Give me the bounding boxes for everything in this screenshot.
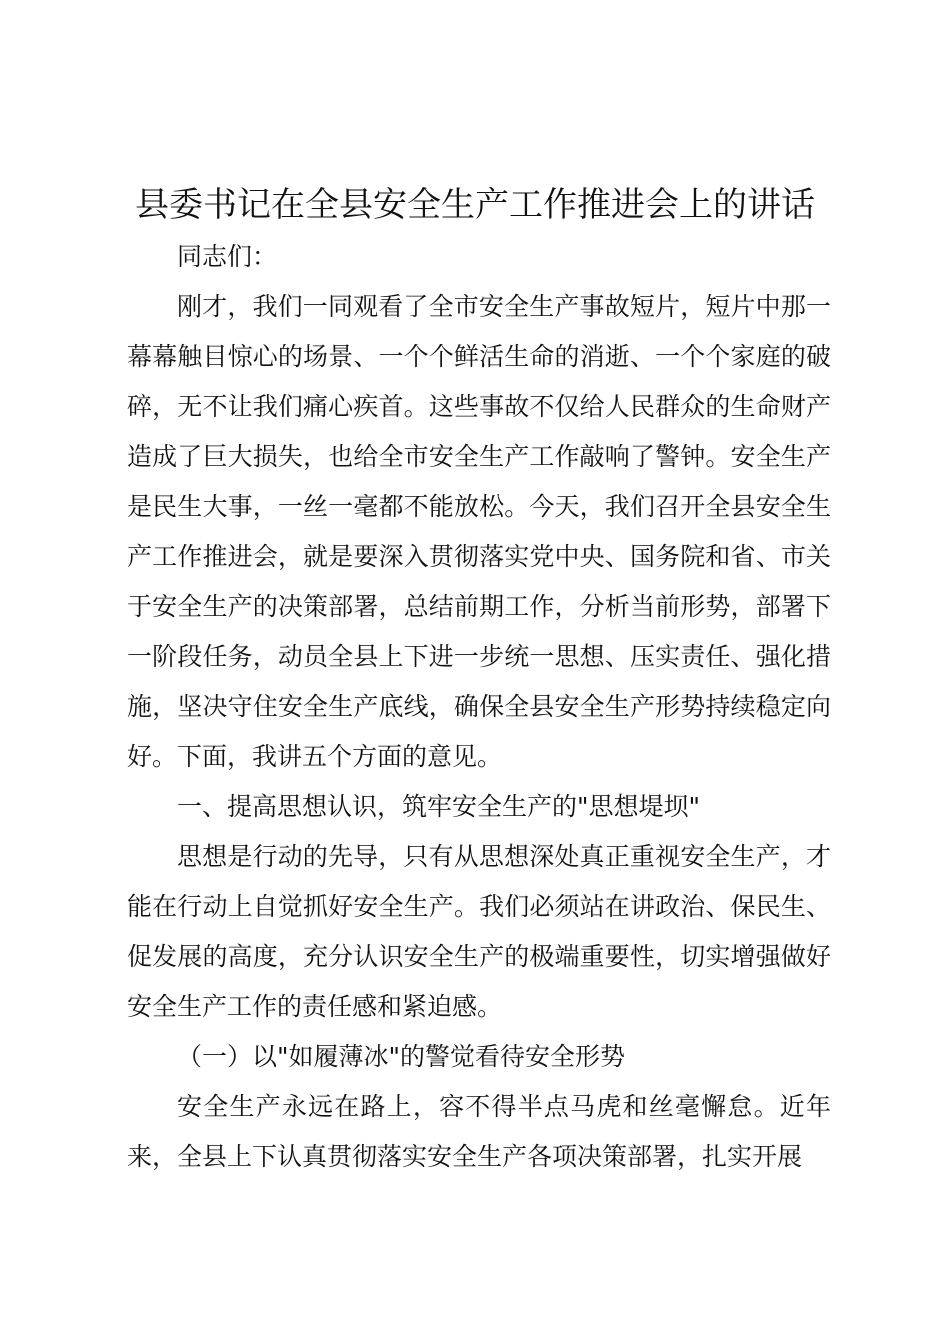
paragraph-intro: 刚才，我们一同观看了全市安全生产事故短片，短片中那一幕幕触目惊心的场景、一个个鲜活生命的消逝、一个个家庭的破碎，无不让我们痛心疾首。这些事故不仅给人民群众的生命财产造成了巨大损失，也给全市安全生产工作敲响了警钟。安全生产是民生大事，一丝一毫都不能放松。今天，我们召开全县安全生产工作推进会，就是要深入贯彻落实党中央、国务院和省、市关于安全生产的决策部署，总结前期工作，分析当前形势，部署下一阶段任务，动员全县上下进一步统一思想、压实责任、强化措施，坚决守住安全生产底线，确保全县安全生产形势持续稳定向好。下面，我讲五个方面的意见。 bbox=[127, 292, 831, 771]
section-heading-1: 一、提高思想认识，筑牢安全生产的"思想堤坝" bbox=[177, 792, 700, 821]
subsection-heading-1: （一）以"如履薄冰"的警觉看待安全形势 bbox=[177, 1042, 625, 1071]
document-title: 县委书记在全县安全生产工作推进会上的讲话 bbox=[135, 185, 815, 225]
document-body bbox=[127, 232, 831, 1182]
paragraph-subsection-1: 安全生产永远在路上，容不得半点马虎和丝毫懈怠。近年来，全县上下认真贯彻落实安全生产各项决策部署，扎实开展 bbox=[127, 1092, 831, 1171]
salutation: 同志们： bbox=[177, 242, 278, 271]
paragraph-section-1: 思想是行动的先导，只有从思想深处真正重视安全生产，才能在行动上自觉抓好安全生产。我们必须站在讲政治、保民生、促发展的高度，充分认识安全生产的极端重要性，切实增强做好安全生产工作的责任感和紧迫感。 bbox=[127, 842, 831, 1021]
